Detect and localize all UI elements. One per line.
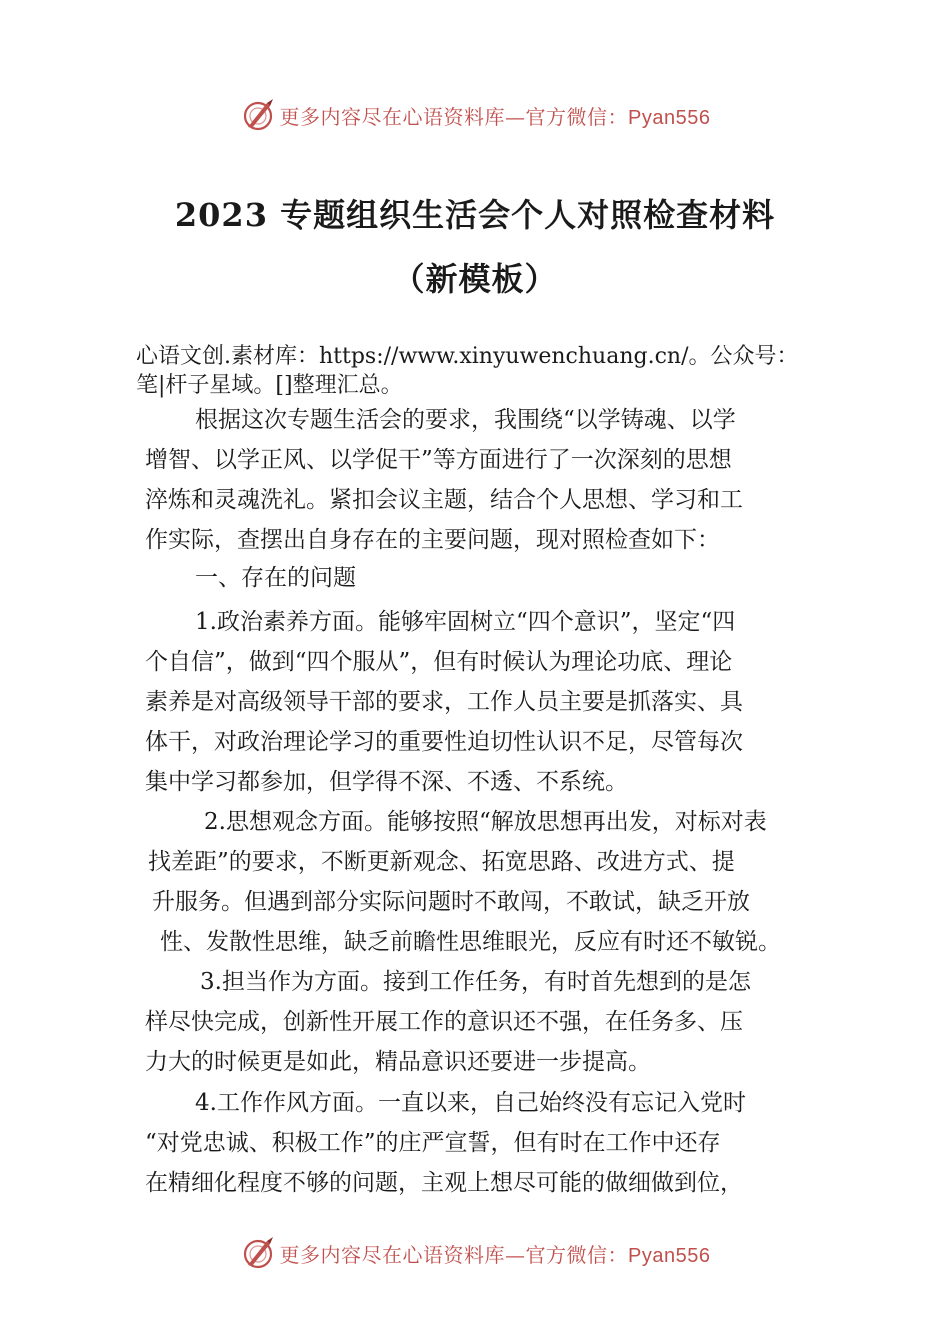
text-line: 4.工作作风方面。一直以来，自己始终没有忘记入党时 [195, 1090, 746, 1116]
text-line: 体干，对政治理论学习的重要性迫切性认识不足，尽管每次 [145, 729, 743, 755]
header-watermark-banner [0, 95, 950, 135]
watermark-text: 更多内容尽在心语资料库—官方微信：Pyan556 [279, 104, 711, 129]
issue-paragraph-workstyle [145, 1083, 746, 1203]
text-line: 升服务。但遇到部分实际问题时不敢闯，不敢试，缺乏开放 [152, 889, 750, 915]
source-note-line: 心语文创.素材库：https://www.xinyuwenchuang.cn/。公众号： [136, 344, 799, 369]
intro-paragraph [145, 400, 743, 560]
text-line: 3.担当作为方面。接到工作任务，有时首先想到的是怎 [200, 969, 751, 995]
text-line: 样尽快完成，创新性开展工作的意识还不强，在任务多、压 [145, 1009, 743, 1035]
text-line: 个自信”，做到“四个服从”，但有时候认为理论功底、理论 [145, 649, 733, 675]
text-line: 作实际，查摆出自身存在的主要问题，现对照检查如下： [145, 527, 720, 553]
wechat-id: Pyan556 [628, 106, 711, 129]
issue-paragraph-thinking [148, 802, 781, 962]
heading-line: 一、存在的问题 [195, 565, 356, 591]
section-heading [195, 558, 356, 598]
text-line: 素养是对高级领导干部的要求，工作人员主要是抓落实、具 [145, 689, 743, 715]
text-line: 力大的时候更是如此，精品意识还要进一步提高。 [145, 1049, 651, 1075]
document-title: 2023 专题组织生活会个人对照检查材料 [174, 196, 776, 234]
issue-paragraph-responsibility [145, 962, 751, 1082]
text-line: 找差距”的要求，不断更新观念、拓宽思路、改进方式、提 [148, 849, 735, 875]
source-note-line: 笔|杆子星域。[]整理汇总。 [136, 373, 403, 398]
footer-watermark-banner [0, 1233, 950, 1273]
text-line: “对党忠诚、积极工作”的庄严宣誓，但有时在工作中还存 [145, 1130, 721, 1156]
wechat-id: Pyan556 [628, 1244, 711, 1267]
watermark-text: 更多内容尽在心语资料库—官方微信：Pyan556 [279, 1242, 711, 1267]
document-subtitle: （新模板） [392, 260, 558, 298]
text-line: 1.政治素养方面。能够牢固树立“四个意识”，坚定“四 [195, 609, 736, 635]
quill-seal-icon [240, 1235, 276, 1271]
quill-seal-icon [240, 97, 276, 133]
issue-paragraph-political [145, 602, 743, 802]
text-line: 集中学习都参加，但学得不深、不透、不系统。 [145, 769, 628, 795]
text-line: 在精细化程度不够的问题，主观上想尽可能的做细做到位， [145, 1170, 743, 1196]
text-line: 根据这次专题生活会的要求，我围绕“以学铸魂、以学 [195, 407, 736, 433]
text-line: 性、发散性思维，缺乏前瞻性思维眼光，反应有时还不敏锐。 [160, 929, 781, 955]
text-line: 增智、以学正风、以学促干”等方面进行了一次深刻的思想 [145, 447, 732, 473]
source-note [136, 342, 856, 400]
text-line: 淬炼和灵魂洗礼。紧扣会议主题，结合个人思想、学习和工 [145, 487, 743, 513]
text-line: 2.思想观念方面。能够按照“解放思想再出发，对标对表 [204, 809, 767, 835]
